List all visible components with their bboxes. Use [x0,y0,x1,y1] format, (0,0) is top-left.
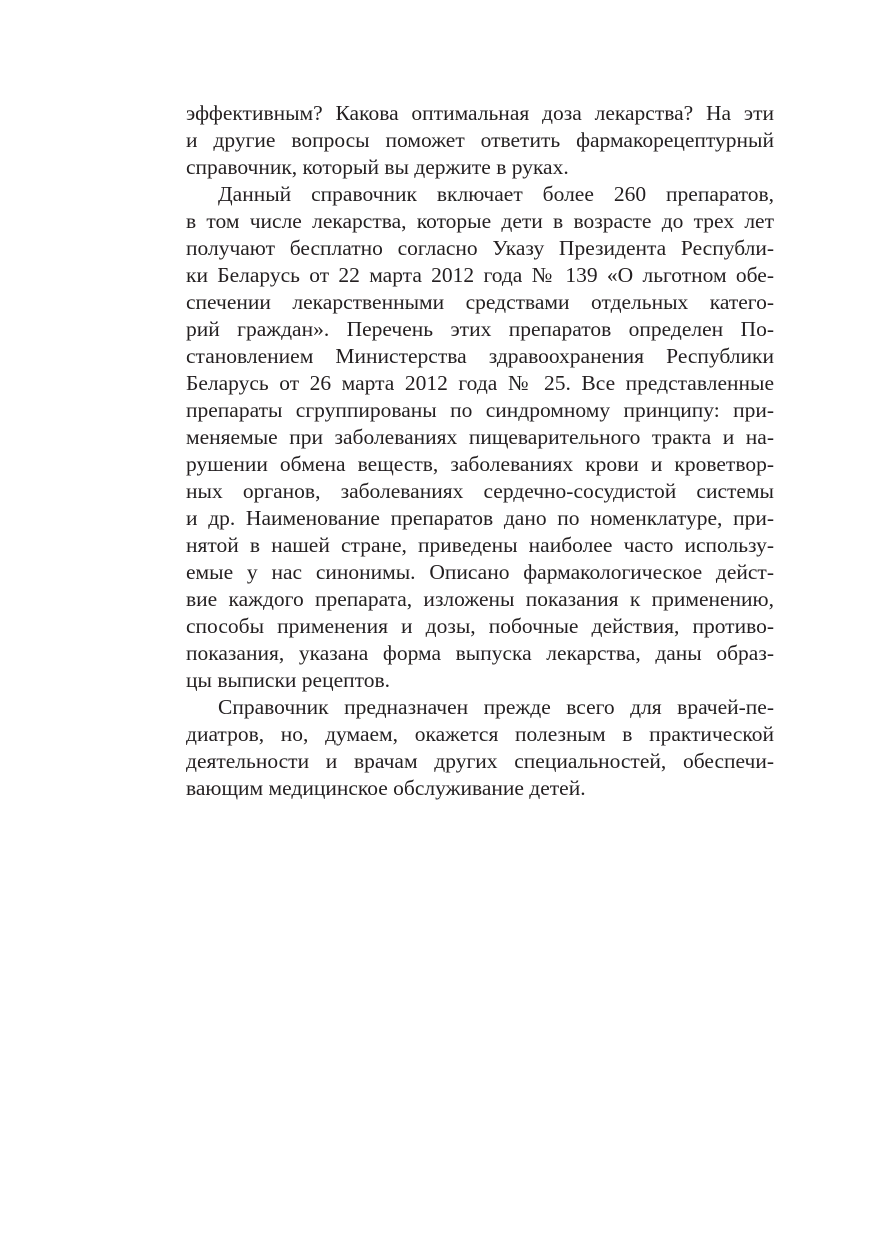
text-line: способы применения и дозы, побочные действия, противо- [186,614,774,638]
text-line: рушении обмена веществ, заболеваниях крови и кроветвор- [186,452,774,476]
text-line: получают бесплатно согласно Указу Президента Республи- [186,236,774,260]
text-line: вие каждого препарата, изложены показания к применению, [186,587,774,611]
text-line: показания, указана форма выпуска лекарства, даны образ- [186,641,774,665]
text-line: ки Беларусь от 22 марта 2012 года № 139 «О льготном обе- [186,263,774,287]
text-line: справочник, который вы держите в руках. [186,155,569,179]
text-line: и другие вопросы поможет ответить фармакорецептурный [186,128,774,152]
text-line: нятой в нашей стране, приведены наиболее часто использу- [186,533,774,557]
text-line: деятельности и врачам других специальностей, обеспечи- [186,749,774,773]
body-text [186,100,774,802]
text-line: спечении лекарственными средствами отдельных катего- [186,290,774,314]
text-line: и др. Наименование препаратов дано по номенклатуре, при- [186,506,774,530]
text-line: становлением Министерства здравоохранения Республики [186,344,774,368]
text-line: препараты сгруппированы по синдромному принципу: при- [186,398,774,422]
text-line: эффективным? Какова оптимальная доза лекарства? На эти [186,101,774,125]
text-line: вающим медицинское обслуживание детей. [186,776,586,800]
text-line: меняемые при заболеваниях пищеварительного тракта и на- [186,425,774,449]
text-line: рий граждан». Перечень этих препаратов определен По- [186,317,774,341]
text-line: диатров, но, думаем, окажется полезным в практической [186,722,774,746]
text-line: цы выписки рецептов. [186,668,391,692]
text-line: Данный справочник включает более 260 препаратов, [218,182,774,206]
text-line: Справочник предназначен прежде всего для врачей-пе- [218,695,774,719]
text-line: емые у нас синонимы. Описано фармакологическое дейст- [186,560,774,584]
text-line: в том числе лекарства, которые дети в возрасте до трех лет [186,209,774,233]
text-line: ных органов, заболеваниях сердечно-сосудистой системы [186,479,774,503]
text-line: Беларусь от 26 марта 2012 года № 25. Все представленные [186,371,774,395]
